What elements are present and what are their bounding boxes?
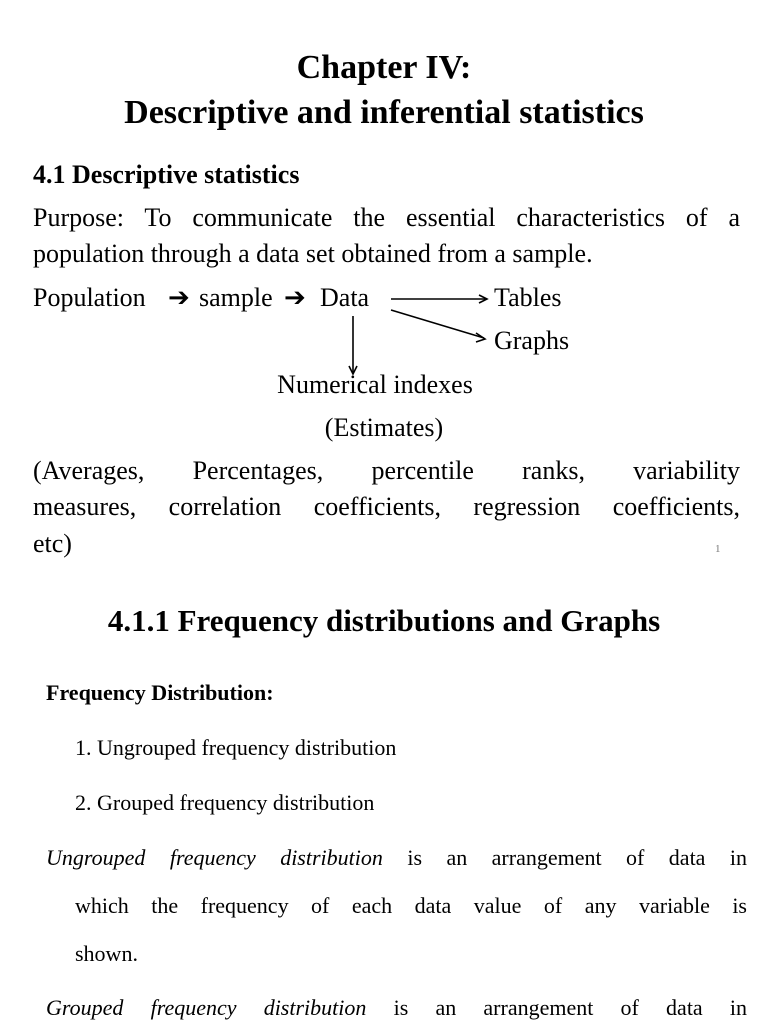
purpose-line-1: Purpose: To communicate the essential characteristics of a: [33, 203, 740, 232]
section-heading-4-1: 4.1 Descriptive statistics: [33, 160, 300, 189]
ungrouped-definition-line-3: shown.: [75, 941, 138, 966]
ungrouped-term: Ungrouped frequency distribution: [46, 845, 383, 870]
grouped-term: Grouped frequency distribution: [46, 995, 367, 1020]
examples-line-1: (Averages, Percentages, percentile ranks, variability: [33, 456, 740, 485]
flow-graphs: Graphs: [494, 326, 570, 355]
arrow-to-graphs: [391, 310, 484, 338]
grouped-definition-line-1: [46, 995, 747, 1021]
flow-estimates: (Estimates): [324, 413, 444, 442]
examples-line-2: measures, correlation coefficients, regression coefficients,: [33, 492, 740, 521]
examples-line-3: etc): [33, 529, 72, 558]
ungrouped-definition-line-2: which the frequency of each data value of any variable is: [75, 893, 747, 918]
flow-arrow-1: ➔: [168, 283, 190, 312]
flow-sample: sample: [199, 283, 273, 312]
list-item: 2. Grouped frequency distribution: [75, 790, 375, 815]
ungrouped-definition-text: is an arrangement of data in: [382, 845, 747, 870]
flow-numerical-indexes: Numerical indexes: [277, 370, 473, 399]
page-number: 1: [715, 543, 721, 555]
section-heading-4-1-1: 4.1.1 Frequency distributions and Graphs: [107, 603, 661, 638]
flow-data: Data: [320, 283, 370, 312]
chapter-title-line1: Chapter IV:: [296, 49, 472, 86]
flow-arrow-2: ➔: [284, 283, 306, 312]
grouped-definition-text: is an arrangement of data in: [366, 995, 747, 1020]
flow-population: Population: [33, 283, 146, 312]
chapter-title-line2: Descriptive and inferential statistics: [124, 94, 644, 131]
list-item: 1. Ungrouped frequency distribution: [75, 735, 397, 760]
frequency-distribution-subheading: Frequency Distribution:: [46, 680, 274, 705]
ungrouped-definition-line-1: [46, 845, 747, 871]
flow-tables: Tables: [494, 283, 562, 312]
purpose-line-2: population through a data set obtained from a sample.: [33, 239, 593, 268]
